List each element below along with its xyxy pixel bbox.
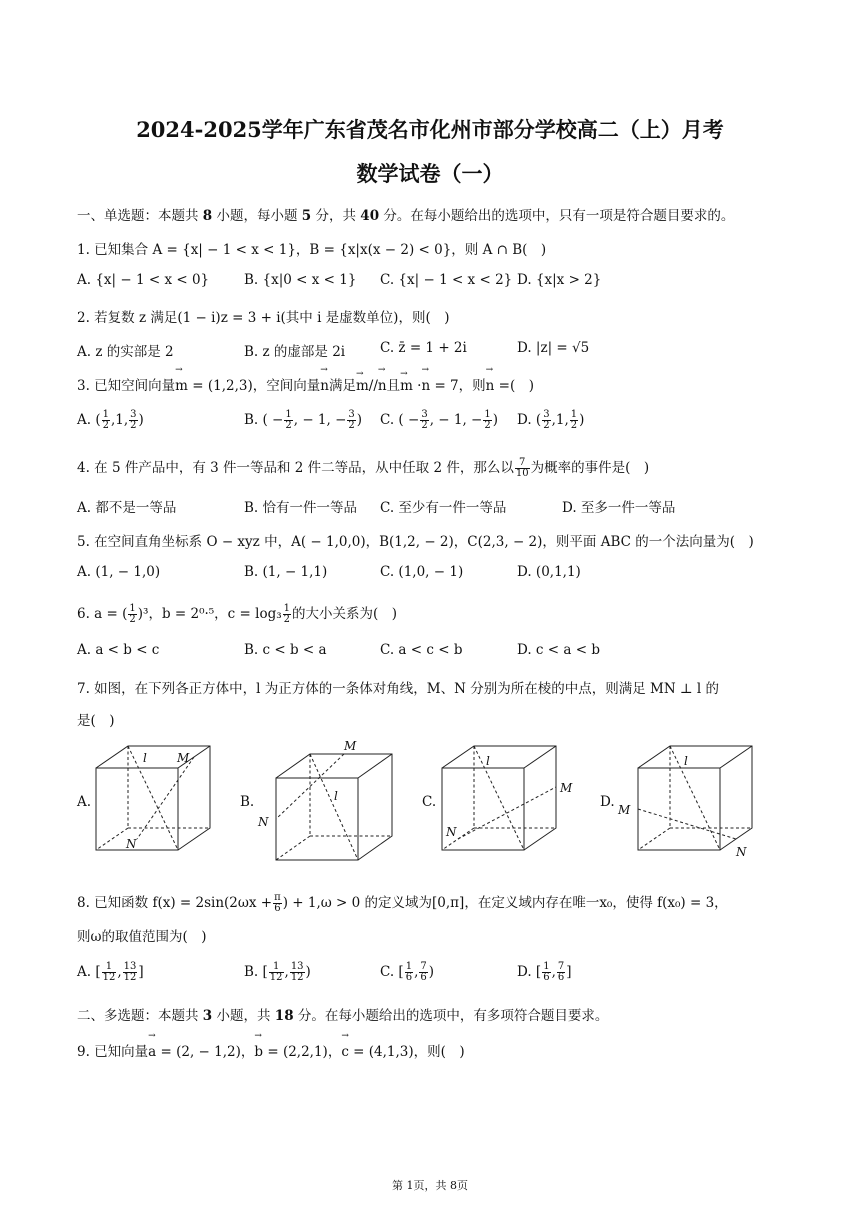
option-c[interactable]: C. z̄ = 1 + 2i xyxy=(380,340,467,356)
cube-figure-d xyxy=(612,740,762,860)
question-2-stem: 2. 若复数 z 满足(1 − i)z = 3 + i(其中 i 是虚数单位)，则( ) xyxy=(77,310,450,326)
option-c[interactable]: C. [ $\frac{1}{6}$ , $\frac{7}{6}$ ) xyxy=(380,961,435,983)
option-c[interactable]: C. {x| − 1 < x < 2} xyxy=(380,272,513,288)
svg-text:M: M xyxy=(618,803,631,817)
option-a[interactable]: A. a < b < c xyxy=(77,642,160,658)
option-d[interactable]: D. (0,1,1) xyxy=(517,564,581,580)
fraction-7-10: $\frac{7}{10}$ xyxy=(515,457,529,479)
svg-text:l: l xyxy=(143,751,147,765)
section1-heading: 一、单选题：本题共 8 小题，每小题 5 分，共 40 分。在每小题给出的选项中，只有一项是符合题目要求的。 xyxy=(77,208,735,224)
svg-text:M: M xyxy=(560,781,573,795)
option-a[interactable]: A. xyxy=(77,794,92,810)
question-7-stem-line2: 是( ) xyxy=(77,713,115,729)
svg-text:l: l xyxy=(334,789,338,803)
question-3-stem: 3. 已知空间向量→ m = (1,2,3)，空间向量→ n满足→ m//→ n且→ m ·→ n = 7，则→ n =( ) xyxy=(77,374,534,394)
question-9-stem: 9. 已知向量→ a = (2, − 1,2)，→ b = (2,2,1)，→ c = (4,1,3)，则( ) xyxy=(77,1040,465,1060)
cube-figure-b xyxy=(254,736,404,866)
option-b[interactable]: B. 恰有一件一等品 xyxy=(244,500,358,516)
question-4-stem: 4. 在 5 件产品中，有 3 件一等品和 2 件二等品，从中任取 2 件，那么以 $\frac{7}{10}$ 为概率的事件是( ) xyxy=(77,457,650,479)
option-d[interactable]: D. {x|x > 2} xyxy=(517,272,602,288)
question-6-stem: 6. a = ( $\frac{1}{2}$ )³，b = 2⁰·⁵，c = log₃ $\frac{1}{2}$ 的大小关系为( ) xyxy=(77,603,398,625)
cube-figure-c xyxy=(436,740,586,855)
option-b[interactable]: B. ( − $\frac{1}{2}$ , − 1, − $\frac{3}{2}$ ) xyxy=(244,409,363,431)
page-footer: 第 1页，共 8页 xyxy=(392,1179,468,1192)
svg-text:N: N xyxy=(126,837,137,851)
option-b[interactable]: B. xyxy=(240,794,255,810)
option-b[interactable]: B. z 的虚部是 2i xyxy=(244,344,346,360)
svg-text:N: N xyxy=(446,825,457,839)
question-5-stem: 5. 在空间直角坐标系 O − xyz 中，A( − 1,0,0)，B(1,2, − 2)，C(2,3, − 2)，则平面 ABC 的一个法向量为( ) xyxy=(77,534,754,550)
option-d[interactable]: D. 至多一件一等品 xyxy=(562,500,676,516)
option-a[interactable]: A. {x| − 1 < x < 0} xyxy=(77,272,210,288)
option-b[interactable]: B. c < b < a xyxy=(244,642,327,658)
option-c[interactable]: C. (1,0, − 1) xyxy=(380,564,464,580)
exam-title-line2: 数学试卷（一） xyxy=(356,161,504,186)
option-d[interactable]: D. xyxy=(600,794,615,810)
svg-text:M: M xyxy=(177,751,190,765)
option-c[interactable]: C. a < c < b xyxy=(380,642,463,658)
question-1-stem: 1. 已知集合 A = {x| − 1 < x < 1}，B = {x|x(x − 2) < 0}，则 A ∩ B( ) xyxy=(77,242,547,258)
option-a[interactable]: A. 都不是一等品 xyxy=(77,500,177,516)
option-d[interactable]: D. ( $\frac{3}{2}$ ,1, $\frac{1}{2}$ ) xyxy=(517,409,585,431)
option-c[interactable]: C. 至少有一件一等品 xyxy=(380,500,507,516)
svg-text:N: N xyxy=(736,845,747,859)
cube-figure-a xyxy=(90,740,220,855)
question-8-stem-line2: 则ω的取值范围为( ) xyxy=(77,929,207,945)
section2-heading: 二、多选题：本题共 3 小题，共 18 分。在每小题给出的选项中，有多项符合题目要求。 xyxy=(77,1008,609,1024)
option-c[interactable]: C. xyxy=(422,794,437,810)
svg-text:l: l xyxy=(684,754,688,768)
svg-text:M: M xyxy=(344,739,357,753)
question-8-stem-line1: 8. 已知函数 f(x) = 2sin(2ωx + $\frac{\pi}{6}$ ) + 1,ω > 0 的定义域为[0,π]，在定义域内存在唯一x₀，使得 f(x₀) = 3， xyxy=(77,892,728,914)
option-d[interactable]: D. c < a < b xyxy=(517,642,600,658)
option-a[interactable]: A. [ $\frac{1}{12}$ , $\frac{13}{12}$ ] xyxy=(77,961,144,983)
option-a[interactable]: A. z 的实部是 2 xyxy=(77,344,174,360)
exam-title-line1: 2024-2025学年广东省茂名市化州市部分学校高二（上）月考 xyxy=(136,117,724,142)
svg-text:l: l xyxy=(486,754,490,768)
svg-text:N: N xyxy=(258,815,269,829)
option-a[interactable]: A. (1, − 1,0) xyxy=(77,564,161,580)
option-d[interactable]: D. |z| = √5 xyxy=(517,340,590,356)
option-b[interactable]: B. (1, − 1,1) xyxy=(244,564,328,580)
option-b[interactable]: B. {x|0 < x < 1} xyxy=(244,272,357,288)
question-7-stem-line1: 7. 如图，在下列各正方体中，l 为正方体的一条体对角线，M、N 分别为所在棱的中点，则满足 MN ⊥ l 的 xyxy=(77,681,720,697)
option-c[interactable]: C. ( − $\frac{3}{2}$ , − 1, − $\frac{1}{2}$ ) xyxy=(380,409,499,431)
option-a[interactable]: A. ( $\frac{1}{2}$ ,1, $\frac{3}{2}$ ) xyxy=(77,409,144,431)
option-b[interactable]: B. [ $\frac{1}{12}$ , $\frac{13}{12}$ ) xyxy=(244,961,311,983)
fraction-pi-6: $\frac{\pi}{6}$ xyxy=(274,892,281,914)
option-d[interactable]: D. [ $\frac{1}{6}$ , $\frac{7}{6}$ ] xyxy=(517,961,572,983)
